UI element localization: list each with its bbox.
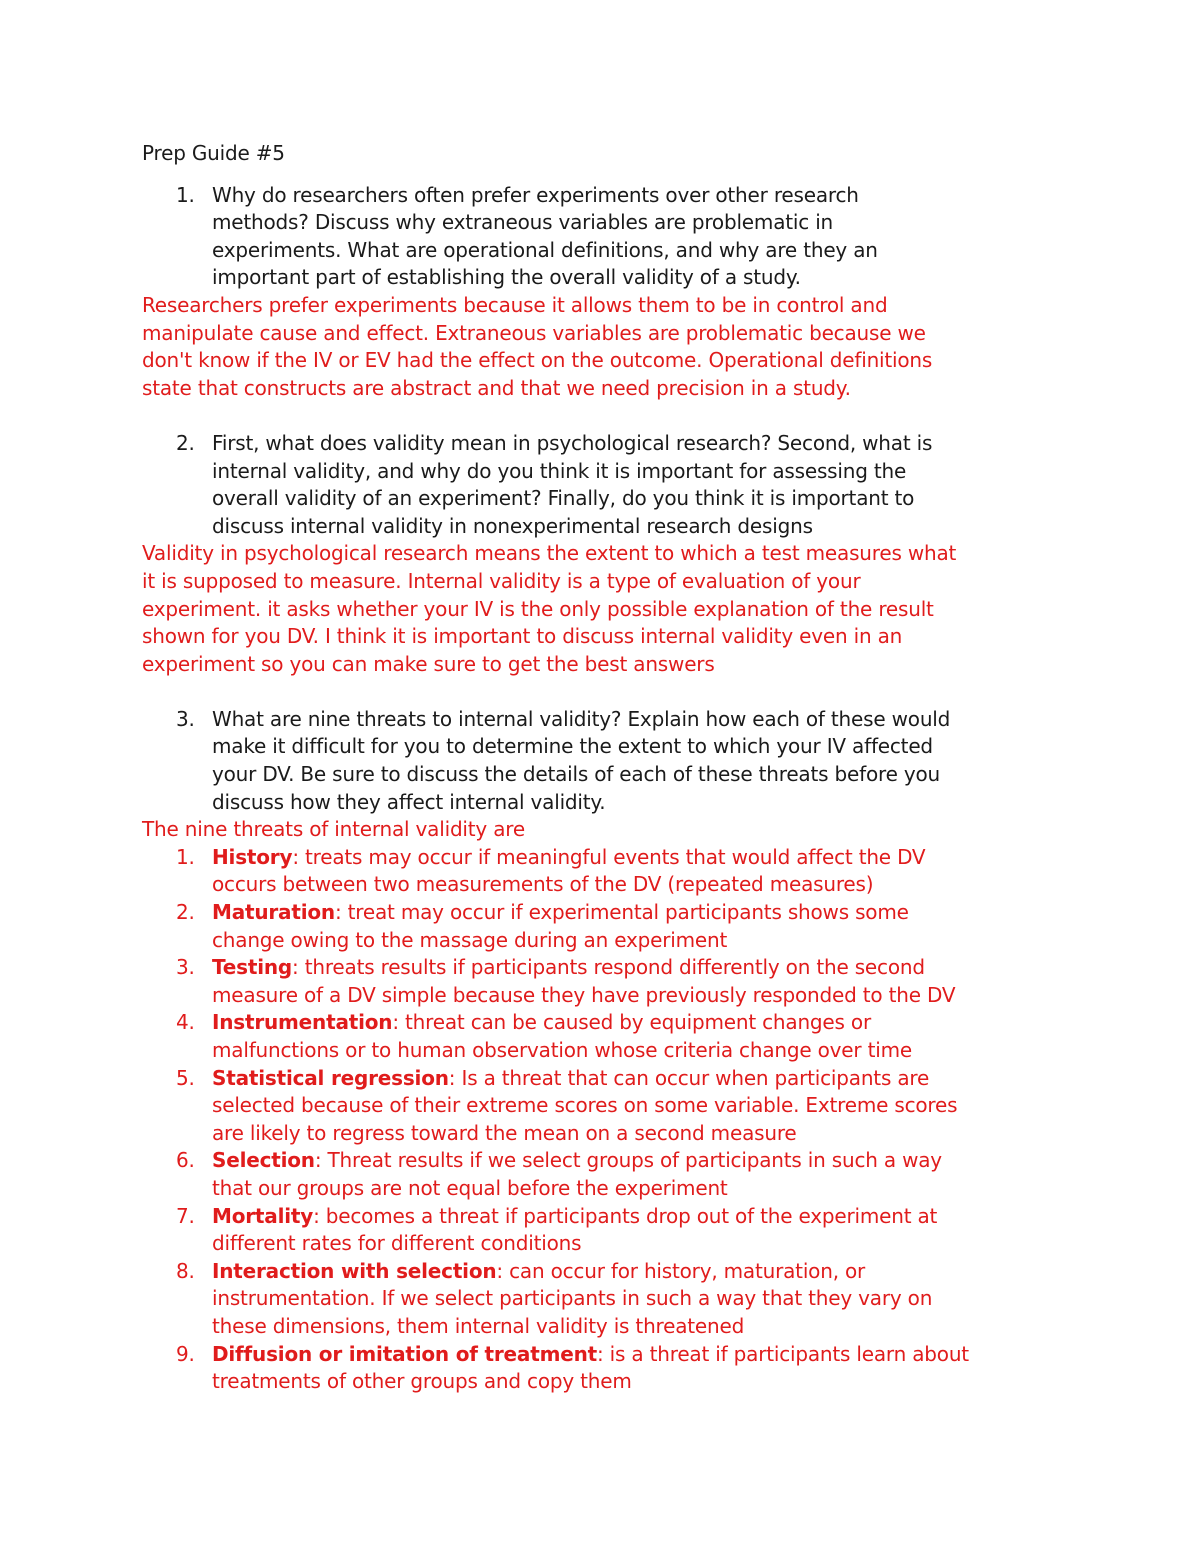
threat-text [212,1147,1072,1202]
threat-text [212,899,1072,954]
threat-item [142,844,1072,899]
threat-description: : treats may occur if meaningful events that would affect the DV [292,844,926,869]
threat-item [142,1009,1072,1064]
question-line: First, what does validity mean in psychological research? Second, what is [212,430,933,455]
threat-number: 6. [176,1148,195,1173]
threat-line: these dimensions, them internal validity is threatened [212,1313,745,1338]
threat-line [212,899,1072,927]
question-line: discuss internal validity in nonexperimental research designs [212,513,813,538]
threat-line [212,1147,1072,1175]
threat-name: Testing [212,955,293,980]
question-2 [142,430,1072,540]
threat-line [212,1341,1072,1369]
threat-name: Statistical regression [212,1065,449,1090]
threat-text [212,1203,1072,1258]
threat-description: : threats results if participants respond differently on the second [292,955,925,980]
threat-description: : is a threat if participants learn about [596,1341,969,1366]
threat-name: Selection [212,1148,315,1173]
threat-text [212,954,1072,1009]
threat-line [212,1203,1072,1231]
threat-line [212,1258,1072,1286]
threat-item [142,1258,1072,1341]
threats-list [142,844,1072,1396]
threat-name: Mortality [212,1203,314,1228]
question-text [212,430,1072,540]
document-body [142,140,1072,1396]
threat-line: malfunctions or to human observation whose criteria change over time [212,1038,912,1062]
spacer [142,402,1072,430]
threat-number: 4. [176,1010,195,1035]
question-line: important part of establishing the overall validity of a study. [212,265,801,290]
page-title: Prep Guide #5 [142,141,285,165]
answer-line: manipulate cause and effect. Extraneous variables are problematic because we [142,320,926,345]
threat-line [212,954,1072,982]
threat-text [212,844,1072,899]
threat-line [212,1065,1072,1093]
threat-line: selected because of their extreme scores on some variable. Extreme scores [212,1093,958,1118]
threat-name: History [212,844,293,869]
threat-text [212,1065,1072,1148]
threat-line: change owing to the massage during an experiment [212,927,728,952]
question-number: 2. [176,430,195,455]
threat-line: occurs between two measurements of the DV (repeated measures) [212,872,874,897]
question-number: 3. [176,706,195,731]
answer-line: state that constructs are abstract and that we need precision in a study. [142,375,851,400]
answer-2 [142,540,1072,678]
question-text [212,182,1072,292]
question-line: internal validity, and why do you think it is important for assessing the [212,458,907,483]
threat-description: : becomes a threat if participants drop out of the experiment at [313,1203,938,1228]
threat-item [142,1341,1072,1396]
threat-name: Maturation [212,900,335,925]
question-line: make it difficult for you to determine the extent to which your IV affected [212,734,933,759]
threat-name: Diffusion or imitation of treatment [212,1341,597,1366]
threat-text [212,1341,1072,1396]
threat-line [212,844,1072,872]
threat-line: measure of a DV simple because they have previously responded to the DV [212,982,956,1007]
threat-number: 3. [176,955,195,980]
answer-1 [142,292,1072,402]
threat-text [212,1009,1072,1064]
threat-item [142,899,1072,954]
answer-line: it is supposed to measure. Internal validity is a type of evaluation of your [142,568,861,593]
answer-intro: The nine threats of internal validity are [142,817,525,842]
threat-item [142,954,1072,1009]
question-text [212,706,1072,816]
question-line: discuss how they affect internal validity. [212,789,606,814]
threat-number: 8. [176,1258,195,1283]
threat-name: Interaction with selection [212,1258,497,1283]
threat-line: that our groups are not equal before the experiment [212,1175,728,1200]
answer-line: experiment. it asks whether your IV is the only possible explanation of the result [142,596,934,621]
threat-item [142,1203,1072,1258]
threat-description: : threat can be caused by equipment changes or [392,1010,871,1035]
question-line: Why do researchers often prefer experiments over other research [212,182,859,207]
question-line: experiments. What are operational definitions, and why are they an [212,237,878,262]
threat-name: Instrumentation [212,1010,393,1035]
threat-number: 2. [176,900,195,925]
threat-line [212,1009,1072,1037]
question-number: 1. [176,182,195,207]
answer-line: don't know if the IV or EV had the effect on the outcome. Operational definitions [142,348,933,373]
threat-description: : Is a threat that can occur when participants are [448,1065,930,1090]
answer-line: shown for you DV. I think it is important to discuss internal validity even in an [142,624,903,649]
threat-line: instrumentation. If we select participants in such a way that they vary on [212,1286,933,1311]
threat-number: 1. [176,844,195,869]
question-line: overall validity of an experiment? Finally, do you think it is important to [212,486,915,511]
question-3 [142,706,1072,816]
question-1 [142,182,1072,292]
answer-3 [142,816,1072,844]
threat-text [212,1258,1072,1341]
answer-line: Researchers prefer experiments because it allows them to be in control and [142,292,888,317]
threat-item [142,1065,1072,1148]
question-line: your DV. Be sure to discuss the details of each of these threats before you [212,762,940,787]
answer-line: Validity in psychological research means the extent to which a test measures what [142,541,957,566]
threat-number: 5. [176,1065,195,1090]
spacer [142,678,1072,706]
threat-line: treatments of other groups and copy them [212,1369,632,1394]
threat-number: 9. [176,1341,195,1366]
question-line: What are nine threats to internal validity? Explain how each of these would [212,706,951,731]
threat-item [142,1147,1072,1202]
threat-description: : Threat results if we select groups of participants in such a way [314,1148,942,1173]
question-line: methods? Discuss why extraneous variables are problematic in [212,210,834,235]
threat-line: different rates for different conditions [212,1231,582,1256]
answer-line: experiment so you can make sure to get the best answers [142,651,715,676]
threat-description: : can occur for history, maturation, or [496,1258,866,1283]
threat-description: : treat may occur if experimental participants shows some [334,900,909,925]
threat-line: are likely to regress toward the mean on a second measure [212,1120,797,1145]
threat-number: 7. [176,1203,195,1228]
